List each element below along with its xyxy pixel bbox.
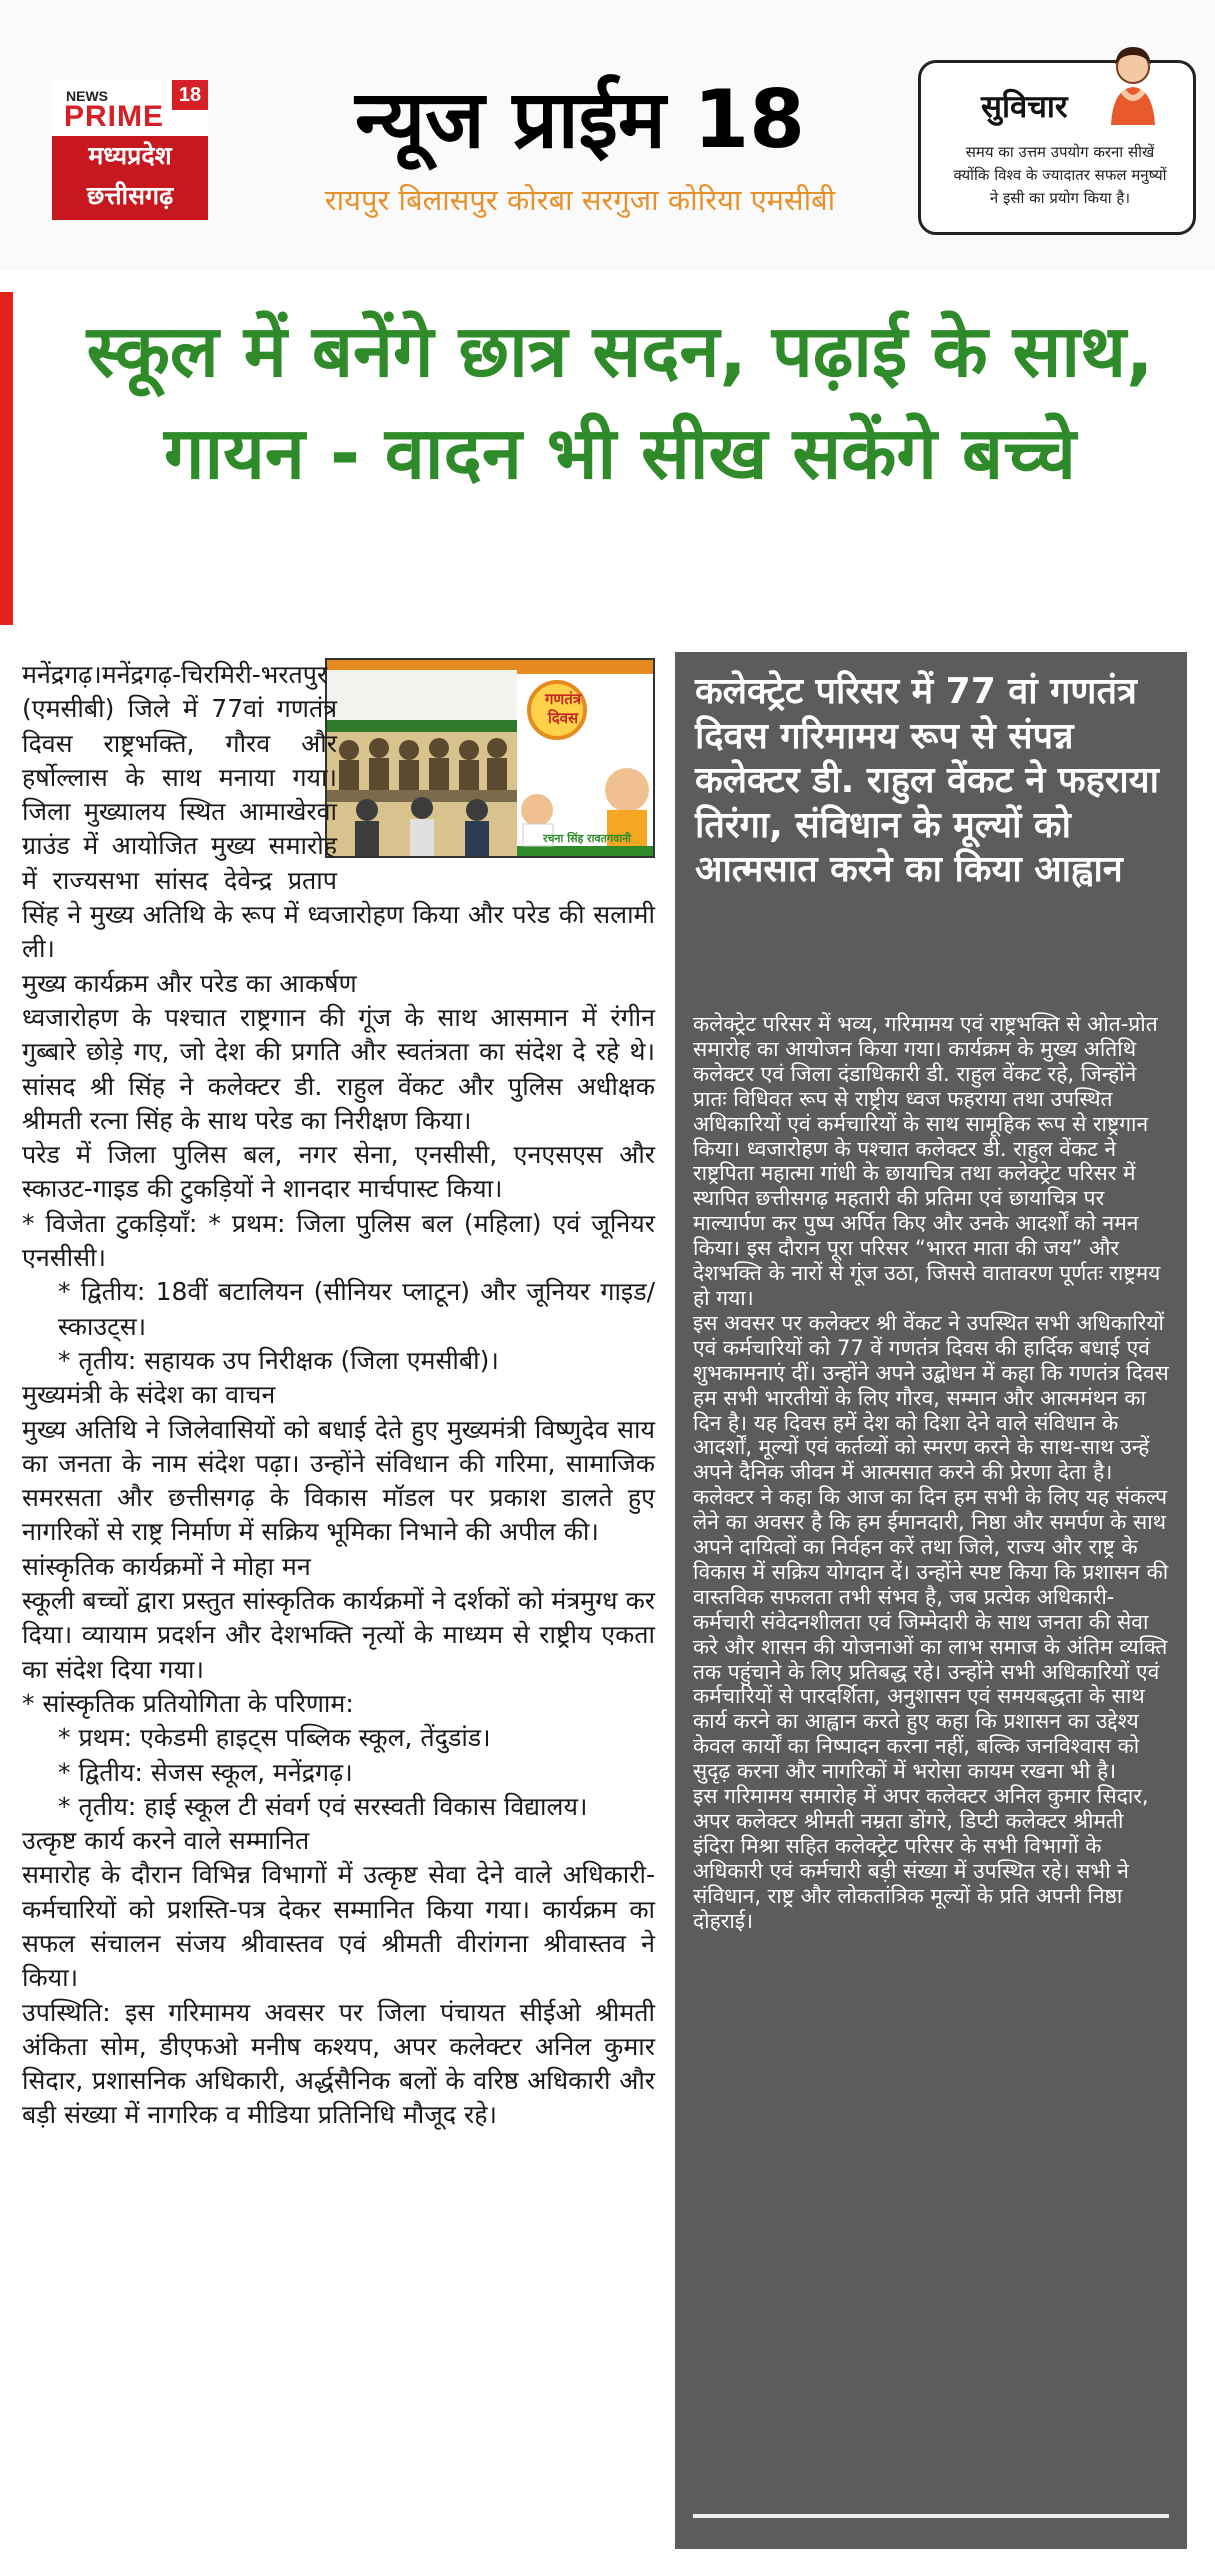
sidebar-para: इस अवसर पर कलेक्टर श्री वेंकट ने उपस्थित सभी अधिकारियों एवं कर्मचारियों को 77 वें गणतंत्र दिवस की हार्दिक बधाई एवं शुभकामनाएं दीं। उन्होंने अपने उद्बोधन में कहा कि गणतंत्र दिवस हम सभी भारतीयों के लिए गौरव, सम्मान और आत्ममंथन का दिन है। यह दिवस हमें देश को दिशा देने वाले संविधान के आदर्शों, मूल्यों एवं कर्तव्यों को स्मरण करने के साथ-साथ उन्हें अपने दैनिक जीवन में आत्मसात करने की प्रेरणा देता है। कलेक्टर ने कहा कि आज का दिन हम सभी के लिए यह संकल्प लेने का अवसर है कि हम ईमानदारी, निष्ठा और समर्पण के साथ अपने दायित्वों का निर्वहन करें तथा जिले, राज्य और राष्ट्र के विकास में सक्रिय योगदान दें। उन्होंने स्पष्ट किया कि प्रशासन की वास्तविक सफलता तभी संभव है, जब प्रत्येक अधिकारी-कर्मचारी संवेदनशीलता एवं जिम्मेदारी के साथ जनता की सेवा करे और शासन की योजनाओं का लाभ समाज के अंतिम व्यक्ति तक पहुंचाने के लिए प्रतिबद्ध रहे। उन्होंने सभी अधिकारियों एवं कर्मचारियों से पारदर्शिता, अनुशासन एवं समयबद्धता के साथ कार्य करने का आह्वान करते हुए कहा कि प्रशासन का उद्देश्य केवल कार्यों का निष्पादन करना नहीं, बल्कि जनविश्वास को सुदृढ़ करना और नागरिकों में भरोसा कायम रखना भी है। (693, 1310, 1169, 1784)
sidebar-divider (693, 2514, 1169, 2518)
sidebar-para: कलेक्ट्रेट परिसर में भव्य, गरिमामय एवं राष्ट्रभक्ति से ओत-प्रोत समारोह का आयोजन किया गया। कार्यक्रम के मुख्य अतिथि कलेक्टर एवं जिला दंडाधिकारी डी. राहुल वेंकट रहे, जिन्होंने प्रातः विधिवत रूप से राष्ट्रीय ध्वज फहराया तथा उपस्थित अधिकारियों एवं कर्मचारियों के साथ सामूहिक रूप से राष्ट्रगान किया। ध्वजारोहण के पश्चात कलेक्टर डी. राहुल वेंकट ने राष्ट्रपिता महात्मा गांधी के छायाचित्र तथा कलेक्ट्रेट परिसर में स्थापित छत्तीसगढ़ महतारी की प्रतिमा एवं छायाचित्र पर माल्यार्पण कर पुष्प अर्पित किए और उनके आदर्शों को नमन किया। इस दौरान पूरा परिसर “भारत माता की जय” और देशभक्ति के नारों से गूंज उठा, जिससे वातावरण पूर्णतः राष्ट्रमय हो गया। (693, 1012, 1161, 1310)
logo-region-line2: छत्तीसगढ़ (86, 181, 174, 210)
article-list-item: * विजेता टुकड़ियाँ: * प्रथम: जिला पुलिस बल (महिला) एवं जूनियर एनसीसी। (22, 1208, 655, 1273)
sidebar-para: इस गरिमामय समारोह में अपर कलेक्टर अनिल कुमार सिदार, अपर कलेक्टर श्रीमती नम्रता डोंगरे, डिप्टी कलेक्टर श्रीमती इंदिरा मिश्रा सहित कलेक्ट्रेट परिसर के सभी विभागों के अधिकारी एवं कर्मचारी बड़ी संख्या में उपस्थित रहे। सभी ने संविधान, राष्ट्र और लोकतांत्रिक मूल्यों के प्रति अपनी निष्ठा दोहराई। (693, 1784, 1149, 1933)
photo-banner-line2: दिवस (547, 709, 579, 727)
logo-region-line1: मध्यप्रदेश (88, 141, 172, 170)
thought-text: समय का उत्तम उपयोग करना सीखें क्योंकि विश्व के ज्यादातर सफल मनुष्यों ने इसी का प्रयोग किया है। (953, 143, 1167, 207)
newspaper-title: न्यूज प्राईम 18 (355, 73, 805, 166)
article-list-item: * तृतीय: सहायक उप निरीक्षक (जिला एमसीबी)। (58, 1345, 499, 1375)
logo-top (52, 80, 208, 136)
thought-of-day-box (918, 60, 1196, 235)
article-list-item: * प्रथम: एकेडमी हाइट्स पब्लिक स्कूल, तेंदुडांड। (58, 1723, 491, 1753)
article-list-item: * सांस्कृतिक प्रतियोगिता के परिणाम: (22, 1688, 354, 1718)
article-para: ध्वजारोहण के पश्चात राष्ट्रगान की गूंज के साथ आसमान में रंगीन गुब्बारे छोड़े गए, जो देश की प्रगति और स्वतंत्रता का संदेश दे रहे थे। सांसद श्री सिंह ने कलेक्टर डी. राहुल वेंकट और पुलिस अधीक्षक श्रीमती रत्ना सिंह के साथ परेड का निरीक्षण किया। (22, 1002, 655, 1135)
sidebar-body (693, 1012, 1169, 1934)
photo-banner-line1: गणतंत्र (544, 690, 582, 708)
article-subheading: मुख्यमंत्री के संदेश का वाचन (22, 1380, 276, 1410)
thought-title: सुविचार (981, 89, 1068, 125)
photo-float-space (337, 658, 655, 864)
article-body (22, 658, 655, 2133)
article-list-item: * द्वितीय: सेजस स्कूल, मनेंद्रगढ़। (58, 1757, 353, 1787)
article-para: उपस्थिति: इस गरिमामय अवसर पर जिला पंचायत सीईओ श्रीमती अंकिता सोम, डीएफओ मनीष कश्यप, अपर कलेक्टर अनिल कुमार सिदार, प्रशासनिक अधिकारी, अर्द्धसैनिक बलों के वरिष्ठ अधिकारी और बड़ी संख्या में नागरिक व मीडिया प्रतिनिधि मौजूद रहे। (22, 1997, 655, 2130)
article-subheading: उत्कृष्ट कार्य करने वाले सम्मानित (22, 1826, 310, 1856)
newspaper-subtitle: रायपुर बिलासपुर कोरबा सरगुजा कोरिया एमसीबी (324, 183, 836, 217)
logo-number-badge: 18 (172, 80, 208, 110)
logo-news-text: NEWS (66, 88, 108, 104)
article-subheading: मुख्य कार्यक्रम और परेड का आकर्षण (22, 968, 357, 998)
sidebar-headline-1: कलेक्ट्रेट परिसर में 77 वां गणतंत्र दिवस गरिमामय रूप से संपन्न (695, 671, 1137, 757)
article-list-item: * द्वितीय: 18वीं बटालियन (सीनियर प्लाटून) और जूनियर गाइड/स्काउट्स। (58, 1277, 655, 1341)
news-prime-logo[interactable] (52, 80, 208, 220)
article-subheading: सांस्कृतिक कार्यक्रमों ने मोहा मन (22, 1551, 311, 1581)
sidebar-article (675, 652, 1187, 2549)
logo-region (52, 136, 208, 220)
photo-banner-footer: रचना सिंह रावतगवानी (542, 832, 632, 845)
masthead (0, 0, 1215, 270)
main-headline: स्कूल में बनेंगे छात्र सदन, पढ़ाई के साथ, गायन - वादन भी सीख सकेंगे बच्चे (86, 309, 1154, 495)
woman-figure-icon (1101, 41, 1165, 125)
article-para: परेड में जिला पुलिस बल, नगर सेना, एनसीसी, एनएसएस और स्काउट-गाइड की टुकड़ियों ने शानदार मार्चपास्ट किया। (22, 1140, 655, 1204)
article-list-item: * तृतीय: हाई स्कूल टी संवर्ग एवं सरस्वती विकास विद्यालय। (58, 1791, 588, 1821)
sidebar-headline (695, 670, 1175, 893)
logo-prime-text: PRIME (64, 100, 165, 133)
article-para: समारोह के दौरान विभिन्न विभागों में उत्कृष्ट सेवा देने वाले अधिकारी-कर्मचारियों को प्रशस्ति-पत्र देकर सम्मानित किया गया। कार्यक्रम का सफल संचालन संजय श्रीवास्तव एवं श्रीमती वीरांगना श्रीवास्तव ने किया। (22, 1860, 655, 1993)
sidebar-headline-2: कलेक्टर डी. राहुल वेंकट ने फहराया तिरंगा, संविधान के मूल्यों को आत्मसात करने का किया आह्वान (695, 760, 1159, 890)
headline-accent-bar (0, 292, 13, 625)
article-para: स्कूली बच्चों द्वारा प्रस्तुत सांस्कृतिक कार्यक्रमों ने दर्शकों को मंत्रमुग्ध कर दिया। व्यायाम प्रदर्शन और देशभक्ति नृत्यों के माध्यम से राष्ट्रीय एकता का संदेश दिया गया। (22, 1586, 655, 1684)
article-para: मुख्य अतिथि ने जिलेवासियों को बधाई देते हुए मुख्यमंत्री विष्णुदेव साय का जनता के नाम संदेश पढ़ा। उन्होंने संविधान की गरिमा, सामाजिक समरसता और छत्तीसगढ़ के विकास मॉडल पर प्रकाश डालते हुए नागरिकों से राष्ट्र निर्माण में सक्रिय भूमिका निभाने की अपील की। (22, 1414, 655, 1547)
article-para: मनेंद्रगढ़।मनेंद्रगढ़-चिरमिरी-भरतपुर (एमसीबी) जिले में 77वां गणतंत्र दिवस राष्ट्रभक्ति, गौरव और हर्षोल्लास के साथ मनाया गया। जिला मुख्यालय स्थित आमाखेरवा ग्राउंड में आयोजित मुख्य समारोह में राज्यसभा सांसद देवेन्द्र प्रताप सिंह ने मुख्य अतिथि के रूप में ध्वजारोहण किया और परेड की सलामी ली। (22, 660, 655, 964)
